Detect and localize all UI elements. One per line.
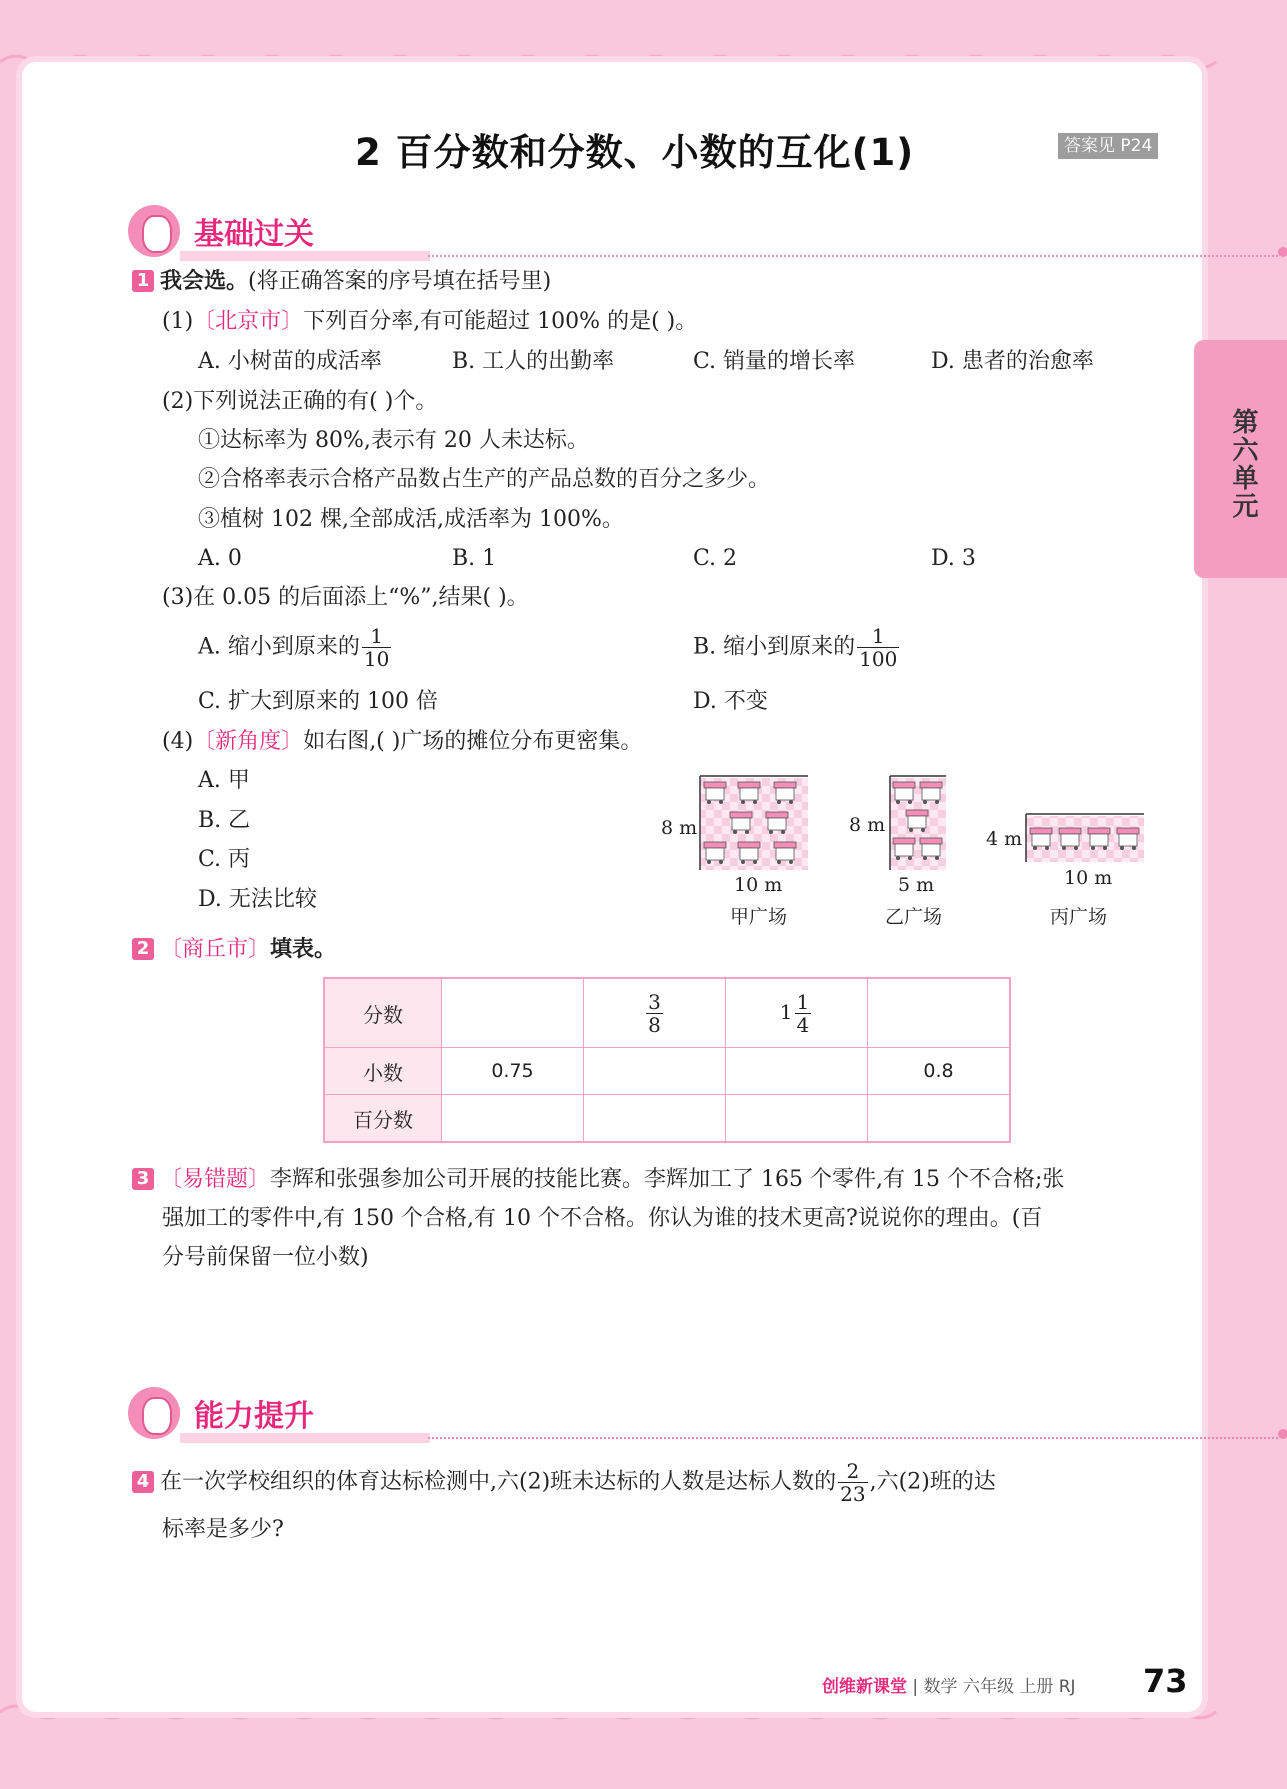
question-3-line-3: 分号前保留一位小数) bbox=[162, 1245, 369, 1270]
fraction bbox=[857, 625, 899, 670]
question-3-text-1: 李辉和张强参加公司开展的技能比赛。李辉加工了 165 个零件,有 15 个不合格;张 bbox=[270, 1167, 1065, 1192]
row-header-decimal: 小数 bbox=[324, 1048, 442, 1095]
table-cell-blank[interactable] bbox=[442, 978, 584, 1048]
question-number-badge: 2 bbox=[132, 938, 154, 960]
decorative-dot bbox=[1278, 1429, 1287, 1439]
q1-part2-option-d[interactable]: D. 3 bbox=[931, 546, 976, 571]
footer-brand: 创维新课堂 bbox=[822, 1677, 907, 1697]
plaza-yi-name: 乙广场 bbox=[885, 906, 943, 928]
fraction-denominator: 4 bbox=[796, 1012, 810, 1037]
question-4-line-2: 标率是多少? bbox=[162, 1517, 284, 1542]
page-number: 73 bbox=[1143, 1662, 1188, 1700]
fraction bbox=[362, 625, 391, 670]
mixed-number-whole: 1 bbox=[779, 999, 793, 1024]
mascot-icon bbox=[128, 1387, 180, 1439]
q1-part1-option-b[interactable]: B. 工人的出勤率 bbox=[452, 349, 615, 374]
section-title-advanced: 能力提升 bbox=[194, 1399, 314, 1434]
q1-part2-statement-3: ③植树 102 棵,全部成活,成活率为 100%。 bbox=[198, 507, 624, 532]
fraction-denominator: 23 bbox=[840, 1482, 866, 1506]
fraction-numerator: 1 bbox=[796, 989, 810, 1014]
q1-part2-option-b[interactable]: B. 1 bbox=[452, 546, 497, 571]
q1-part4-source-tag: 〔新角度〕 bbox=[193, 729, 304, 754]
question-number-badge: 1 bbox=[132, 270, 154, 292]
plaza-bing-width: 10 m bbox=[1064, 867, 1113, 889]
q1-part3-option-d[interactable]: D. 不变 bbox=[693, 689, 768, 714]
section-header-advanced bbox=[128, 1387, 1168, 1447]
unit-tab-label: 第六单元 bbox=[1228, 408, 1258, 520]
q1-part4 bbox=[162, 728, 642, 756]
table-cell-blank[interactable] bbox=[868, 978, 1011, 1048]
fraction-numerator: 2 bbox=[838, 1460, 867, 1483]
conversion-table bbox=[323, 977, 1011, 1143]
q1-part2-statement-1: ①达标率为 80%,表示有 20 人未达标。 bbox=[198, 428, 589, 453]
q1-part4-option-d[interactable]: D. 无法比较 bbox=[198, 887, 317, 912]
q1-part1-text: 下列百分率,有可能超过 100% 的是( )。 bbox=[303, 309, 698, 334]
section-header-basic bbox=[128, 205, 1168, 265]
section-title-basic: 基础过关 bbox=[194, 217, 314, 252]
q1-part1-option-a[interactable]: A. 小树苗的成活率 bbox=[198, 349, 382, 374]
question-4-line-1 bbox=[132, 1460, 996, 1505]
q1-part3-option-c[interactable]: C. 扩大到原来的 100 倍 bbox=[198, 689, 439, 714]
plaza-jia-width: 10 m bbox=[734, 874, 783, 896]
table-cell-blank[interactable] bbox=[442, 1095, 584, 1143]
fraction bbox=[795, 991, 812, 1036]
question-4-text-1a: 在一次学校组织的体育达标检测中,六(2)班未达标的人数是达标人数的 bbox=[160, 1469, 837, 1495]
page-footer bbox=[822, 1672, 1076, 1697]
q1-part3-option-a[interactable] bbox=[198, 625, 393, 670]
plaza-jia-height: 8 m bbox=[661, 817, 698, 839]
q1-part4-option-c[interactable]: C. 丙 bbox=[198, 847, 251, 872]
fraction-numerator: 1 bbox=[362, 625, 391, 648]
q1-part4-text: 如右图,( )广场的摊位分布更密集。 bbox=[303, 729, 643, 754]
mascot-icon bbox=[128, 205, 180, 257]
fraction-numerator: 1 bbox=[857, 625, 899, 648]
question-2-source-tag: 〔商丘市〕 bbox=[160, 937, 271, 962]
question-1-title: 我会选。 bbox=[160, 269, 249, 294]
table-cell-blank[interactable] bbox=[868, 1095, 1011, 1143]
plaza-bing-name: 丙广场 bbox=[1050, 906, 1108, 928]
table-cell-blank[interactable] bbox=[584, 1095, 726, 1143]
table-cell-blank[interactable] bbox=[584, 1048, 726, 1095]
fraction-numerator: 3 bbox=[648, 989, 661, 1014]
section-divider bbox=[428, 1437, 1278, 1439]
q1-part2-statement-2: ②合格率表示合格产品数占生产的产品总数的百分之多少。 bbox=[198, 467, 771, 492]
q1-part1-option-d[interactable]: D. 患者的治愈率 bbox=[931, 349, 1094, 374]
q1-part3-text: (3)在 0.05 的后面添上“%”,结果( )。 bbox=[162, 585, 529, 610]
answer-reference-badge: 答案见 P24 bbox=[1058, 133, 1158, 159]
fraction bbox=[838, 1460, 867, 1505]
plaza-yi-width: 5 m bbox=[898, 874, 935, 896]
decorative-dot bbox=[1278, 247, 1287, 257]
q1-part1-prefix: (1) bbox=[162, 309, 194, 334]
question-4-text-1b: ,六(2)班的达 bbox=[869, 1469, 996, 1495]
q1-part4-option-b[interactable]: B. 乙 bbox=[198, 808, 251, 833]
q1-part1-source-tag: 〔北京市〕 bbox=[193, 309, 304, 334]
q1-part2-option-a[interactable]: A. 0 bbox=[198, 546, 242, 571]
question-3-line-2: 强加工的零件中,有 150 个合格,有 10 个不合格。你认为谁的技术更高?说说你的理由。(百 bbox=[162, 1206, 1043, 1231]
question-3-source-tag: 〔易错题〕 bbox=[160, 1167, 271, 1192]
question-2-title: 填表。 bbox=[270, 937, 337, 962]
page-title: 2 百分数和分数、小数的互化(1) bbox=[355, 131, 915, 174]
table-cell-blank[interactable] bbox=[726, 1095, 868, 1143]
fraction-denominator: 100 bbox=[859, 647, 898, 671]
q1-part1 bbox=[162, 308, 697, 336]
fraction bbox=[646, 991, 663, 1036]
table-cell bbox=[584, 978, 726, 1048]
q1-part3-option-a-label: A. 缩小到原来的 bbox=[198, 634, 360, 660]
q1-part4-option-a[interactable]: A. 甲 bbox=[198, 768, 250, 793]
fraction-denominator: 8 bbox=[648, 1012, 661, 1037]
q1-part1-option-c[interactable]: C. 销量的增长率 bbox=[693, 349, 856, 374]
question-3-line-1 bbox=[132, 1166, 1064, 1194]
plaza-yi-height: 8 m bbox=[849, 814, 886, 836]
section-divider bbox=[428, 255, 1278, 257]
question-number-badge: 4 bbox=[132, 1471, 154, 1493]
question-1-stem bbox=[132, 268, 551, 296]
plaza-bing-height: 4 m bbox=[986, 828, 1023, 850]
q1-part3-option-b[interactable] bbox=[693, 625, 901, 670]
fraction-denominator: 10 bbox=[363, 647, 390, 671]
table-cell: 0.8 bbox=[868, 1048, 1011, 1095]
table-cell-blank[interactable] bbox=[726, 1048, 868, 1095]
q1-part4-prefix: (4) bbox=[162, 729, 194, 754]
row-header-percent: 百分数 bbox=[324, 1095, 442, 1143]
question-2-stem bbox=[132, 936, 336, 964]
q1-part2-text: (2)下列说法正确的有( )个。 bbox=[162, 389, 438, 414]
table-cell: 0.75 bbox=[442, 1048, 584, 1095]
question-1-instruction: (将正确答案的序号填在括号里) bbox=[248, 269, 552, 294]
table-cell bbox=[726, 978, 868, 1048]
row-header-fraction: 分数 bbox=[324, 978, 442, 1048]
q1-part2-option-c[interactable]: C. 2 bbox=[693, 546, 738, 571]
q1-part3-option-b-label: B. 缩小到原来的 bbox=[693, 634, 856, 660]
plaza-jia-name: 甲广场 bbox=[730, 906, 788, 928]
question-number-badge: 3 bbox=[132, 1168, 154, 1190]
footer-info: | 数学 六年级 上册 RJ bbox=[912, 1677, 1076, 1697]
unit-tab bbox=[1194, 340, 1287, 578]
